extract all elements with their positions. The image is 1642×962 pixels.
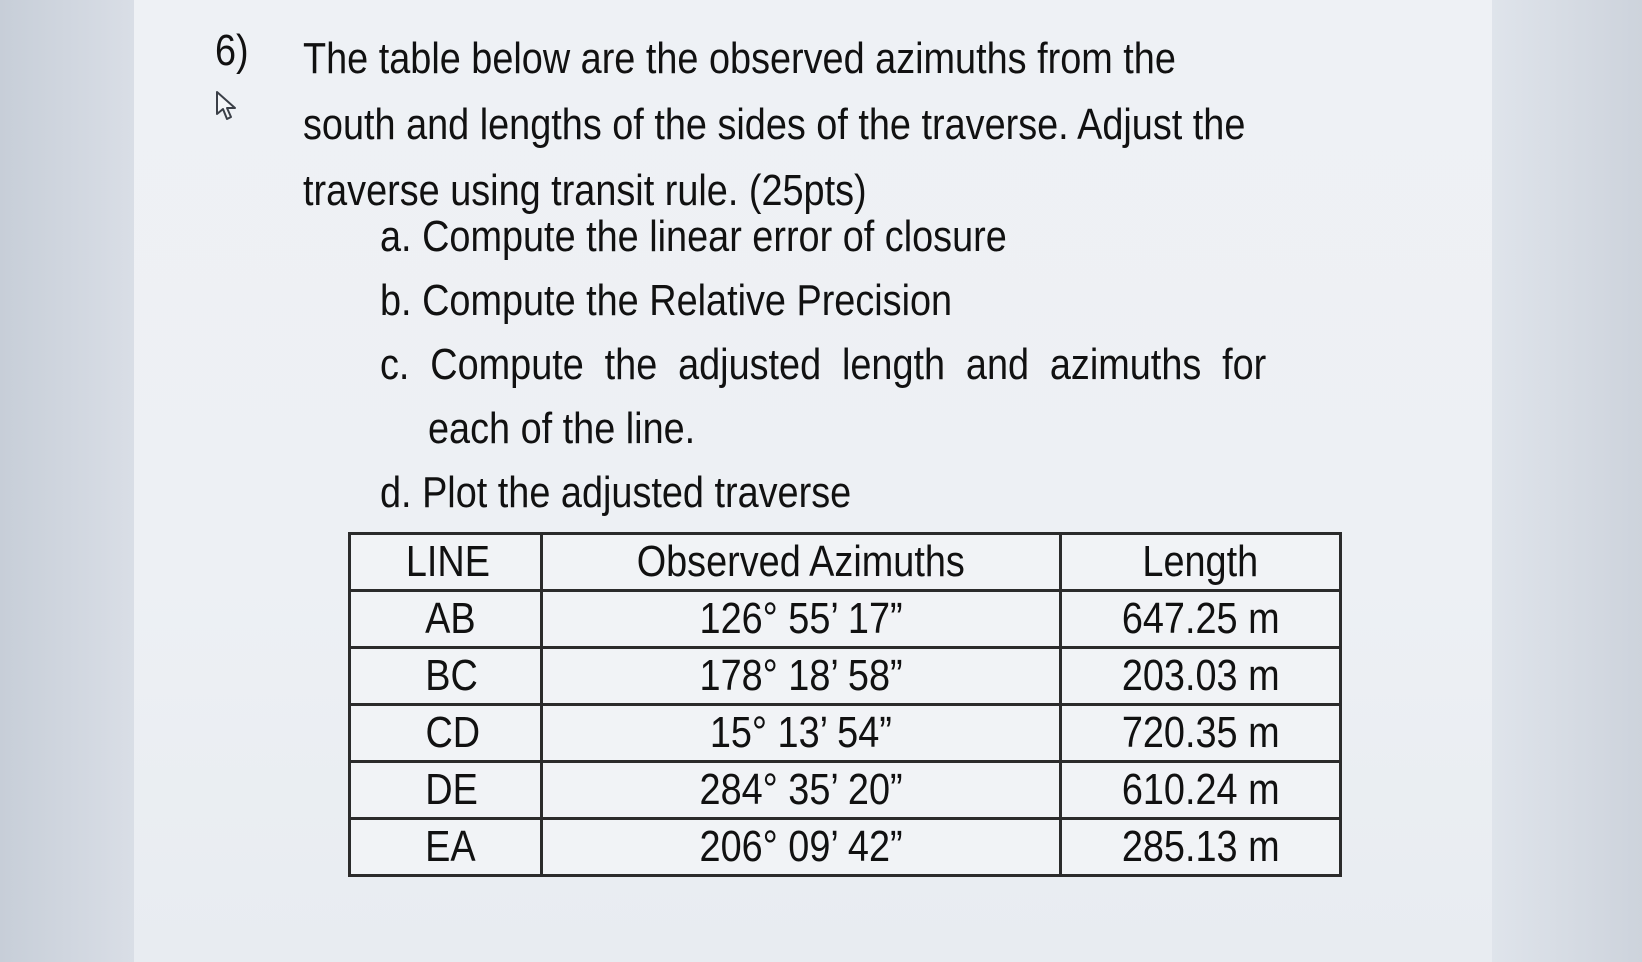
table-row — [350, 762, 1341, 819]
table-row — [350, 705, 1341, 762]
intro-line: The table below are the observed azimuths from the — [303, 34, 1176, 83]
intro-line: south and lengths of the sides of the traverse. Adjust the — [303, 100, 1246, 149]
cell-length: 720.35 m — [1061, 705, 1341, 762]
cell-length: 647.25 m — [1061, 591, 1341, 648]
monitor-right-edge — [1492, 0, 1642, 962]
subitem-c: c. Compute the adjusted length and azimuths for — [380, 340, 1267, 389]
table-row — [350, 591, 1341, 648]
cell-line: BC — [350, 648, 542, 705]
cell-azimuth: 178° 18’ 58” — [541, 648, 1061, 705]
cell-length: 610.24 m — [1061, 762, 1341, 819]
header-observed-azimuths: Observed Azimuths — [541, 534, 1061, 591]
cell-length: 203.03 m — [1061, 648, 1341, 705]
question-number: 6) — [215, 26, 249, 75]
cell-azimuth: 206° 09’ 42” — [541, 819, 1061, 876]
table-header-row — [350, 534, 1341, 591]
cell-line: AB — [350, 591, 542, 648]
intro-line: traverse using transit rule. (25pts) — [303, 166, 867, 215]
subitem-b: b. Compute the Relative Precision — [380, 276, 953, 325]
cell-line: EA — [350, 819, 542, 876]
table-row — [350, 819, 1341, 876]
traverse-table — [348, 532, 1342, 877]
question-intro — [303, 26, 1246, 224]
cell-azimuth: 126° 55’ 17” — [541, 591, 1061, 648]
table-row — [350, 648, 1341, 705]
monitor-left-edge — [0, 0, 134, 962]
cell-azimuth: 284° 35’ 20” — [541, 762, 1061, 819]
subitem-a: a. Compute the linear error of closure — [380, 212, 1007, 261]
cell-line: CD — [350, 705, 542, 762]
cell-line: DE — [350, 762, 542, 819]
header-length: Length — [1061, 534, 1341, 591]
subitem-d: d. Plot the adjusted traverse — [380, 468, 852, 517]
cell-azimuth: 15° 13’ 54” — [541, 705, 1061, 762]
cell-length: 285.13 m — [1061, 819, 1341, 876]
header-line: LINE — [350, 534, 542, 591]
mouse-cursor-icon — [214, 90, 242, 122]
subitem-c-continued: each of the line. — [428, 404, 696, 453]
